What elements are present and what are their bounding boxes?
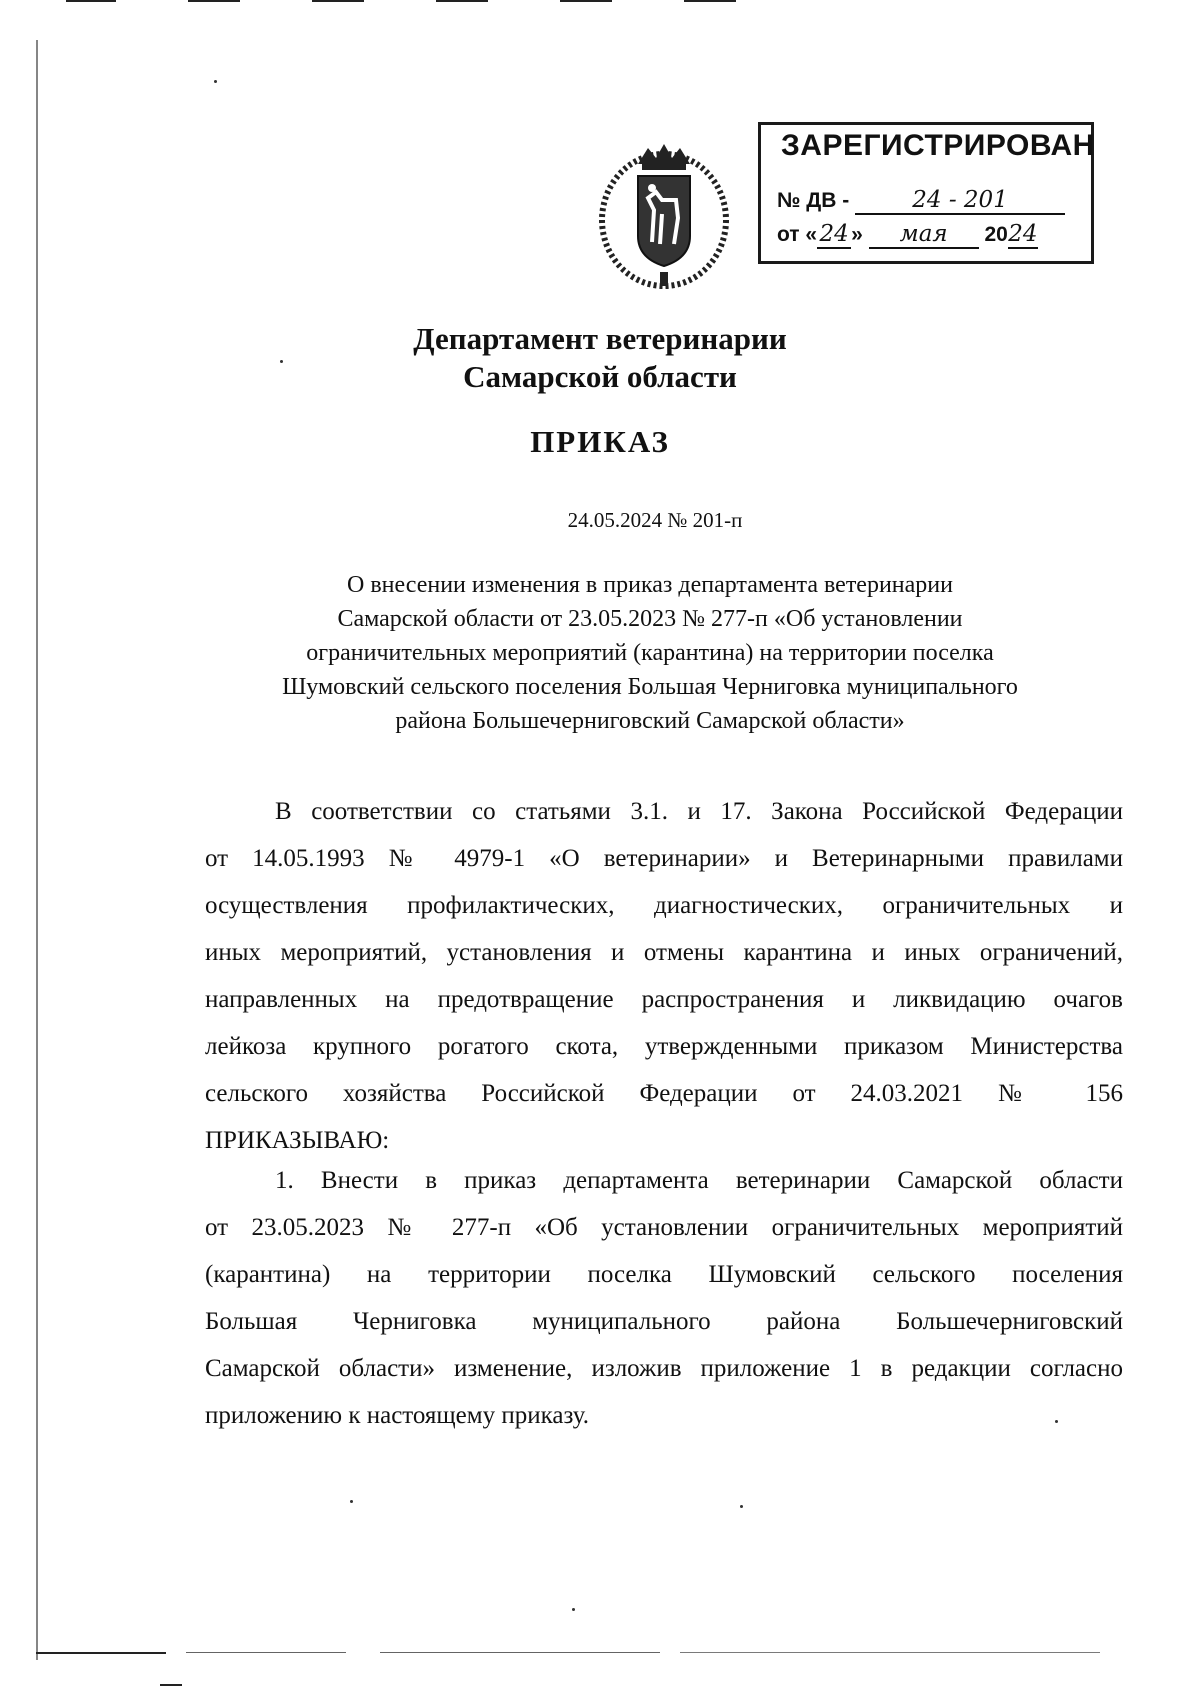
stamp-month-handwritten: мая: [869, 221, 979, 249]
paragraph-line: Большая Черниговка муниципального района Большечерниговский: [205, 1308, 1123, 1335]
subject-line: ограничительных мероприятий (карантина) на территории поселка: [306, 640, 994, 666]
paragraph-line: осуществления профилактических, диагностических, ограничительных и: [205, 892, 1123, 919]
stamp-date-mid: »: [851, 223, 863, 246]
subject-line: Шумовский сельского поселения Большая Черниговка муниципального: [282, 674, 1018, 700]
paragraph-line: приложению к настоящему приказу.: [205, 1402, 590, 1429]
stamp-number-handwritten: 24 - 201: [855, 187, 1065, 215]
order-item-1-paragraph: [205, 1157, 1123, 1439]
registration-stamp: [758, 122, 1094, 264]
organization-line-1: Департамент ветеринарии: [413, 321, 787, 356]
paragraph-line: В соответствии со статьями 3.1. и 17. Закона Российской Федерации: [275, 798, 1123, 825]
coat-of-arms-emblem: [598, 140, 730, 292]
stamp-year-handwritten: 24: [1008, 221, 1038, 247]
stamp-number-row: [777, 187, 1065, 215]
paragraph-line: (карантина) на территории поселка Шумовский сельского поселения: [205, 1261, 1123, 1288]
subject-line: О внесении изменения в приказ департамента ветеринарии: [347, 572, 953, 598]
paragraph-line: Самарской области» изменение, изложив приложение 1 в редакции согласно: [205, 1355, 1123, 1382]
stamp-title: ЗАРЕГИСТРИРОВАН: [781, 129, 1095, 162]
paragraph-line: иных мероприятий, установления и отмены карантина и иных ограничений,: [205, 939, 1123, 966]
document-type-title: ПРИКАЗ: [530, 424, 670, 459]
document-subject: [200, 568, 1100, 738]
paragraph-line: лейкоза крупного рогатого скота, утвержденными приказом Министерства: [205, 1033, 1123, 1060]
subject-line: Самарской области от 23.05.2023 № 277-п «Об установлении: [337, 606, 963, 632]
paragraph-line: от 14.05.1993 № 4979-1 «О ветеринарии» и Ветеринарными правилами: [205, 845, 1123, 872]
stamp-date-row: [777, 221, 1038, 249]
stamp-year-prefix: 20: [984, 223, 1008, 246]
document-date-number: 24.05.2024 № 201-п: [567, 508, 743, 532]
preamble-paragraph: [205, 788, 1123, 1164]
stamp-date-prefix: от «: [777, 223, 818, 246]
stamp-day-handwritten: 24: [817, 221, 851, 249]
organization-name: [0, 320, 1200, 396]
organization-line-2: Самарской области: [463, 359, 737, 394]
paragraph-line-order-word: ПРИКАЗЫВАЮ:: [205, 1127, 390, 1154]
subject-line: района Большечерниговский Самарской области»: [395, 708, 905, 734]
paragraph-line: направленных на предотвращение распространения и ликвидацию очагов: [205, 986, 1123, 1013]
paragraph-line: от 23.05.2023 № 277-п «Об установлении ограничительных мероприятий: [205, 1214, 1123, 1241]
paragraph-line: 1. Внести в приказ департамента ветеринарии Самарской области: [275, 1167, 1123, 1194]
paragraph-line: сельского хозяйства Российской Федерации от 24.03.2021 № 156: [205, 1080, 1123, 1107]
stamp-number-label: № ДВ -: [777, 189, 850, 212]
